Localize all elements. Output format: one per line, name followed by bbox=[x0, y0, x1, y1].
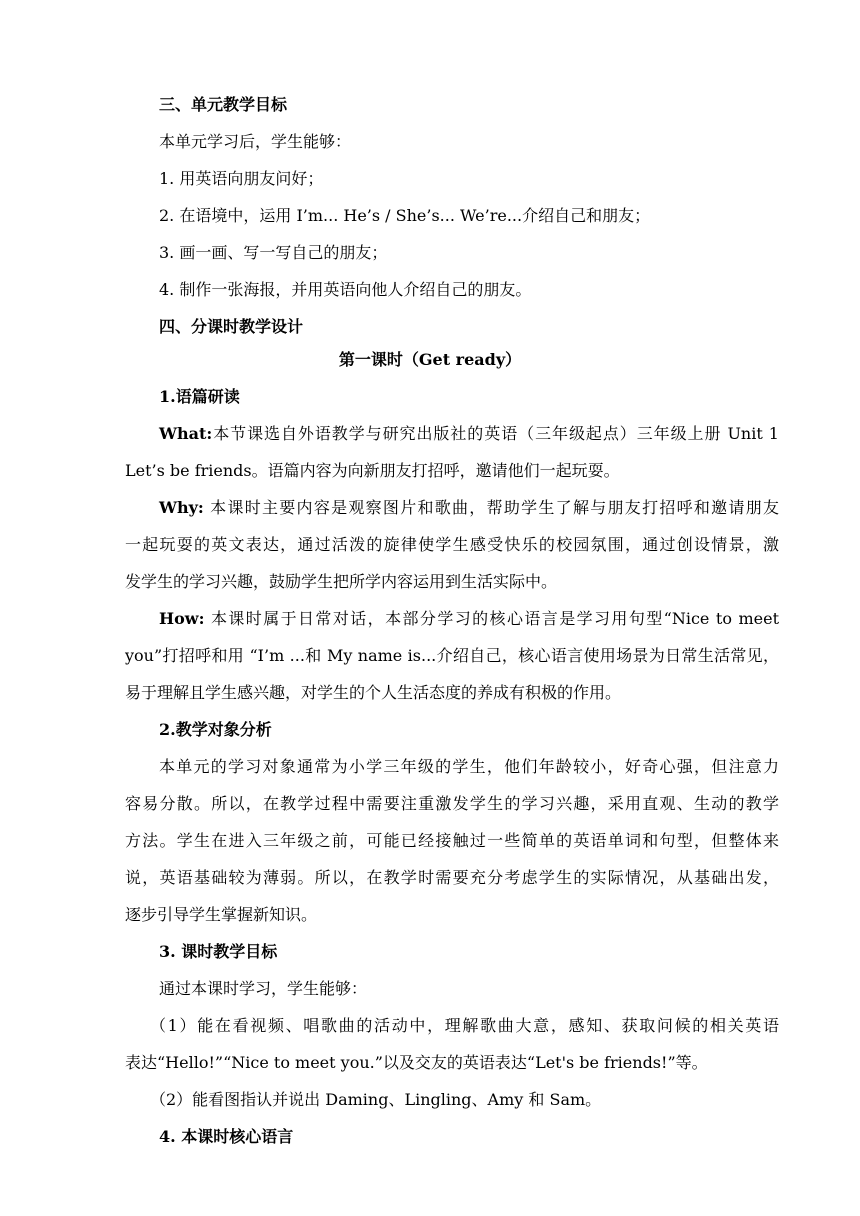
learner-analysis-line: 容易分散。所以，在教学过程中需要注重激发学生的学习兴趣，采用直观、生动的教学 bbox=[125, 794, 779, 813]
how-paragraph-line bbox=[159, 609, 779, 629]
subheading-learner-analysis: 2.教学对象分析 bbox=[159, 720, 272, 739]
unit-goal-item: 2. 在语境中，运用 I’m... He’s / She’s... We’re...介绍自己和朋友； bbox=[159, 206, 651, 225]
subheading-text-study: 1.语篇研读 bbox=[159, 387, 240, 406]
why-paragraph-line bbox=[159, 498, 779, 518]
how-text: 本课时属于日常对话，本部分学习的核心语言是学习用句型“Nice to meet bbox=[204, 609, 779, 628]
what-label: What: bbox=[159, 424, 213, 443]
subheading-lesson-goals: 3. 课时教学目标 bbox=[159, 942, 278, 961]
why-text: 本课时主要内容是观察图片和歌曲，帮助学生了解与朋友打招呼和邀请朋友 bbox=[203, 498, 779, 517]
unit-goal-item: 4. 制作一张海报，并用英语向他人介绍自己的朋友。 bbox=[159, 280, 532, 299]
why-paragraph-line: 一起玩耍的英文表达，通过活泼的旋律使学生感受快乐的校园氛围，通过创设情景，激 bbox=[125, 535, 779, 554]
learner-analysis-line: 说，英语基础较为薄弱。所以，在教学时需要充分考虑学生的实际情况，从基础出发， bbox=[125, 868, 779, 887]
lesson-goal-line: （2）能看图指认并说出 Daming、Lingling、Amy 和 Sam。 bbox=[150, 1090, 602, 1109]
learner-analysis-line: 本单元的学习对象通常为小学三年级的学生，他们年龄较小，好奇心强，但注意力 bbox=[159, 757, 779, 776]
learner-analysis-line: 方法。学生在进入三年级之前，可能已经接触过一些简单的英语单词和句型，但整体来 bbox=[125, 831, 779, 850]
what-paragraph-line: Let’s be friends。语篇内容为向新朋友打招呼，邀请他们一起玩耍。 bbox=[125, 461, 620, 480]
lesson-goals-intro: 通过本课时学习，学生能够： bbox=[159, 979, 368, 998]
lesson-title: 第一课时（Get ready） bbox=[338, 350, 522, 369]
unit-goal-item: 3. 画一画、写一写自己的朋友； bbox=[159, 243, 388, 262]
what-paragraph-line bbox=[159, 424, 779, 444]
what-text: 本节课选自外语教学与研究出版社的英语（三年级起点）三年级上册 Unit 1 bbox=[212, 424, 779, 443]
how-label: How: bbox=[159, 609, 205, 628]
how-paragraph-line: you”打招呼和用 “I’m ...和 My name is...介绍自己，核心语言使用场景为日常生活常见， bbox=[125, 646, 779, 665]
why-label: Why: bbox=[159, 498, 204, 517]
lesson-goal-line: 表达“Hello!”“Nice to meet you.”以及交友的英语表达“Let's be friends!”等。 bbox=[125, 1053, 708, 1072]
lesson-goal-line: （1）能在看视频、唱歌曲的活动中，理解歌曲大意，感知、获取问候的相关英语 bbox=[150, 1016, 779, 1035]
subheading-core-language: 4. 本课时核心语言 bbox=[159, 1127, 294, 1146]
why-paragraph-line: 发学生的学习兴趣，鼓励学生把所学内容运用到生活实际中。 bbox=[125, 572, 558, 591]
learner-analysis-line: 逐步引导学生掌握新知识。 bbox=[125, 905, 318, 924]
unit-goal-item: 1. 用英语向朋友问好； bbox=[159, 169, 324, 188]
section-heading-lesson-design: 四、分课时教学设计 bbox=[159, 317, 304, 336]
how-paragraph-line: 易于理解且学生感兴趣，对学生的个人生活态度的养成有积极的作用。 bbox=[125, 683, 622, 702]
unit-goals-intro: 本单元学习后，学生能够： bbox=[159, 132, 352, 151]
section-heading-unit-goals: 三、单元教学目标 bbox=[159, 95, 288, 114]
